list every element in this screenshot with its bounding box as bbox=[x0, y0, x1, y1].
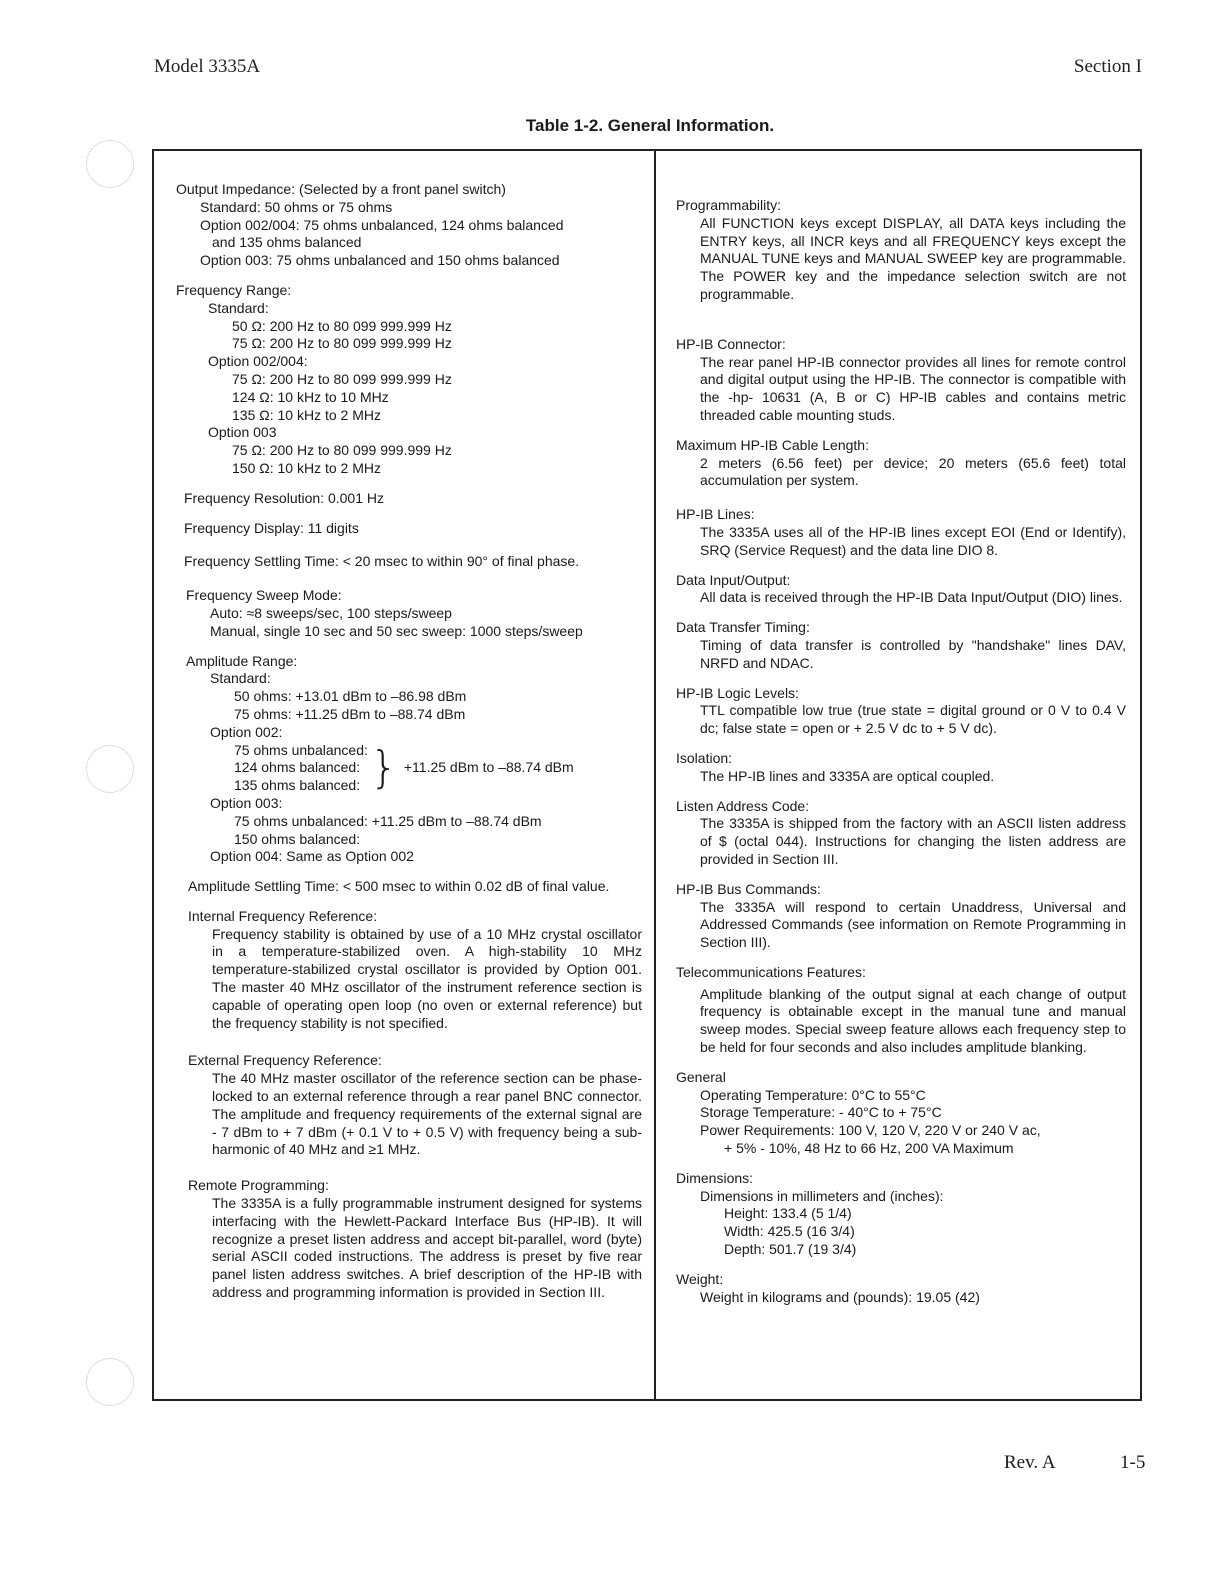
hpib-bus-commands bbox=[676, 881, 1126, 952]
punch-hole-middle bbox=[86, 745, 134, 793]
hpib-lines bbox=[676, 506, 1126, 559]
freq-opt002-135: 135 Ω: 10 kHz to 2 MHz bbox=[232, 406, 381, 423]
telecom-heading: Telecommunications Features: bbox=[676, 963, 866, 980]
output-impedance-opt002-cont: and 135 ohms balanced bbox=[212, 234, 362, 251]
amp-opt002-items bbox=[234, 742, 368, 795]
amp-opt002-124: 124 ohms balanced: bbox=[234, 759, 361, 776]
telecom-body: Amplitude blanking of the output signal at each change of output frequency is obtainable except in the manual tune and manual sweep modes. Special sweep feature allows each frequency step to be held for four seconds and also includes amplitude blanking. bbox=[700, 985, 1126, 1056]
amplitude-range-heading: Amplitude Range: bbox=[186, 652, 298, 669]
freq-standard-label: Standard: bbox=[208, 299, 269, 316]
table-title: Table 1-2. General Information. bbox=[525, 116, 775, 135]
footer-page-number: 1-5 bbox=[1120, 1452, 1146, 1473]
internal-frequency-reference bbox=[176, 908, 642, 1033]
isolation-heading: Isolation: bbox=[676, 749, 733, 766]
frequency-resolution: Frequency Resolution: 0.001 Hz bbox=[184, 489, 384, 506]
sweep-auto: Auto: ≈8 sweeps/sec, 100 steps/sweep bbox=[210, 604, 452, 621]
freq-opt003-150: 150 Ω: 10 kHz to 2 MHz bbox=[232, 459, 381, 476]
freq-opt002-75: 75 Ω: 200 Hz to 80 099 999.999 Hz bbox=[232, 370, 452, 387]
frequency-range bbox=[176, 282, 642, 478]
weight bbox=[676, 1271, 1126, 1307]
bus-heading: HP-IB Bus Commands: bbox=[676, 880, 821, 897]
isolation bbox=[676, 750, 1126, 786]
amp-std-75: 75 ohms: +11.25 dBm to –88.74 dBm bbox=[234, 705, 466, 722]
amp-opt002-label: Option 002: bbox=[210, 723, 283, 740]
weight-body: Weight in kilograms and (pounds): 19.05 (42) bbox=[700, 1288, 980, 1305]
freq-opt002-label: Option 002/004: bbox=[208, 353, 308, 370]
power-requirements-cont: + 5% - 10%, 48 Hz to 66 Hz, 200 VA Maximum bbox=[724, 1140, 1014, 1157]
amp-std-50: 50 ohms: +13.01 dBm to –86.98 dBm bbox=[234, 688, 467, 705]
dimensions bbox=[676, 1170, 1126, 1259]
output-impedance-opt003: Option 003: 75 ohms unbalanced and 150 ohms balanced bbox=[200, 252, 560, 269]
sweep-heading: Frequency Sweep Mode: bbox=[186, 587, 342, 604]
data-io-body: All data is received through the HP-IB Data Input/Output (DIO) lines. bbox=[700, 589, 1123, 606]
punch-hole-top bbox=[86, 140, 134, 188]
amplitude-range bbox=[176, 653, 642, 867]
amp-standard-label: Standard: bbox=[210, 670, 271, 687]
hpib-logic-levels bbox=[676, 685, 1126, 738]
data-input-output bbox=[676, 572, 1126, 608]
freq-opt002-124: 124 Ω: 10 kHz to 10 MHz bbox=[232, 388, 389, 405]
frequency-range-heading: Frequency Range: bbox=[176, 281, 292, 298]
footer-revision: Rev. A bbox=[1004, 1452, 1056, 1473]
frequency-sweep-mode bbox=[176, 587, 642, 640]
output-impedance-heading: Output Impedance: (Selected by a front panel switch) bbox=[176, 181, 506, 197]
connector-heading: HP-IB Connector: bbox=[676, 335, 786, 352]
general-info-table bbox=[152, 149, 1142, 1401]
cable-body: 2 meters (6.56 feet) per device; 20 meters (65.6 feet) total accumulation per system. bbox=[700, 454, 1126, 489]
logic-heading: HP-IB Logic Levels: bbox=[676, 684, 799, 701]
amp-opt003-150: 150 ohms balanced: bbox=[234, 830, 361, 847]
programmability-body: All FUNCTION keys except DISPLAY, all DATA keys including the ENTRY keys, all INCR keys and all FREQUENCY keys except the MANUAL TUNE keys and MANUAL SWEEP key are programmable. The POWER key and the impedance selection switch are not programmable. bbox=[700, 214, 1126, 302]
amp-settling-text: Amplitude Settling Time: < 500 msec to within 0.02 dB of final value. bbox=[188, 878, 610, 895]
output-impedance-opt002: Option 002/004: 75 ohms unbalanced, 124 ohms balanced bbox=[200, 216, 564, 233]
amplitude-settling-time bbox=[176, 878, 642, 896]
punch-hole-bottom bbox=[86, 1358, 134, 1406]
amp-opt002-group bbox=[186, 742, 642, 795]
general-heading: General bbox=[676, 1068, 726, 1085]
dimensions-heading: Dimensions: bbox=[676, 1169, 754, 1186]
timing-heading: Data Transfer Timing: bbox=[676, 619, 810, 636]
column-divider bbox=[654, 151, 656, 1399]
ext-ref-heading: External Frequency Reference: bbox=[188, 1052, 382, 1069]
timing-body: Timing of data transfer is controlled by "handshake" lines DAV, NRFD and NDAC. bbox=[700, 636, 1126, 671]
data-transfer-timing bbox=[676, 619, 1126, 672]
programmability-heading: Programmability: bbox=[676, 197, 782, 213]
hpib-connector bbox=[676, 336, 1126, 425]
listen-address-code bbox=[676, 798, 1126, 869]
cable-length bbox=[676, 437, 1126, 490]
dimension-depth: Depth: 501.7 (19 3/4) bbox=[724, 1241, 857, 1258]
int-ref-heading: Internal Frequency Reference: bbox=[188, 907, 378, 924]
operating-temperature: Operating Temperature: 0°C to 55°C bbox=[700, 1086, 926, 1103]
output-impedance-standard: Standard: 50 ohms or 75 ohms bbox=[200, 198, 393, 215]
remote-programming bbox=[176, 1177, 642, 1302]
output-impedance bbox=[176, 181, 642, 270]
dimensions-sub: Dimensions in millimeters and (inches): bbox=[700, 1187, 944, 1204]
telecommunications-features bbox=[676, 964, 1126, 1057]
connector-body: The rear panel HP-IB connector provides all lines for remote control and digital output using the HP-IB. The connector is compatible with the -hp- 10631 (A, B or C) HP-IB cables and contains metric threaded cable mounting studs. bbox=[700, 353, 1126, 423]
header-model: Model 3335A bbox=[154, 56, 261, 77]
dimension-height: Height: 133.4 (5 1/4) bbox=[724, 1205, 852, 1222]
listen-body: The 3335A is shipped from the factory with an ASCII listen address of $ (octal 044). Instructions for changing the listen address are provided in Section III. bbox=[700, 815, 1126, 867]
amp-opt002-75: 75 ohms unbalanced: bbox=[234, 741, 368, 758]
freq-std-50: 50 Ω: 200 Hz to 80 099 999.999 Hz bbox=[232, 317, 452, 334]
frequency-display: Frequency Display: 11 digits bbox=[184, 519, 359, 536]
power-requirements: Power Requirements: 100 V, 120 V, 220 V or 240 V ac, bbox=[700, 1122, 1041, 1139]
freq-opt003-label: Option 003 bbox=[208, 424, 277, 441]
lines-body: The 3335A uses all of the HP-IB lines except EOI (End or Identify), SRQ (Service Request) and the data line DIO 8. bbox=[700, 523, 1126, 558]
amp-opt003-75: 75 ohms unbalanced: +11.25 dBm to –88.74 dBm bbox=[234, 812, 542, 829]
external-frequency-reference bbox=[176, 1052, 642, 1159]
freq-opt003-75: 75 Ω: 200 Hz to 80 099 999.999 Hz bbox=[232, 442, 452, 459]
logic-body: TTL compatible low true (true state = digital ground or 0 V to 0.4 V dc; false state = open or + 2.5 V dc to + 5 V dc). bbox=[700, 702, 1126, 737]
remote-heading: Remote Programming: bbox=[188, 1177, 329, 1194]
ext-ref-body: The 40 MHz master oscillator of the reference section can be phase-locked to an external reference through a rear panel BNC connector. The amplitude and frequency requirements of the external signal are - 7 dBm to + 7 dBm (+ 0.1 V to + 0.5 V) with frequency being a sub-harmonic of 40 MHz and ≥1 MHz. bbox=[212, 1070, 642, 1158]
remote-body: The 3335A is a fully programmable instrument designed for systems interfacing with the Hewlett-Packard Interface Bus (HP-IB). It will recognize a preset listen address and accept bit-parallel, word (byte) serial ASCII coded instructions. The address is preset by five rear panel listen address switches. A brief description of the HP-IB with address and programming information is provided in Section III. bbox=[212, 1195, 642, 1301]
cable-heading: Maximum HP-IB Cable Length: bbox=[676, 436, 869, 453]
weight-heading: Weight: bbox=[676, 1270, 724, 1287]
programmability bbox=[676, 197, 1126, 304]
frequency-settling-time: Frequency Settling Time: < 20 msec to within 90° of final phase. bbox=[184, 553, 580, 570]
data-io-heading: Data Input/Output: bbox=[676, 571, 791, 588]
int-ref-body: Frequency stability is obtained by use of a 10 MHz crystal oscillator in a temperature-stabilized oven. A high-stability 10 MHz temperature-stabilized crystal oscillator is provided by Option 001. The master 40 MHz oscillator of the instrument reference section is capable of operating open loop (no oven or external reference) but the frequency stability is not specified. bbox=[212, 925, 642, 1031]
amp-opt002-135: 135 ohms balanced: bbox=[234, 777, 361, 794]
brace-icon: } bbox=[369, 742, 398, 794]
amp-opt004: Option 004: Same as Option 002 bbox=[210, 848, 414, 865]
listen-heading: Listen Address Code: bbox=[676, 797, 810, 814]
freq-std-75: 75 Ω: 200 Hz to 80 099 999.999 Hz bbox=[232, 335, 452, 352]
right-column bbox=[676, 197, 1126, 1318]
left-column bbox=[176, 181, 642, 1314]
storage-temperature: Storage Temperature: - 40°C to + 75°C bbox=[700, 1104, 942, 1121]
general bbox=[676, 1069, 1126, 1158]
dimension-width: Width: 425.5 (16 3/4) bbox=[724, 1223, 855, 1240]
amp-opt003-label: Option 003: bbox=[210, 794, 283, 811]
isolation-body: The HP-IB lines and 3335A are optical coupled. bbox=[700, 767, 995, 784]
lines-heading: HP-IB Lines: bbox=[676, 506, 755, 523]
sweep-manual: Manual, single 10 sec and 50 sec sweep: 1000 steps/sweep bbox=[210, 622, 583, 639]
bus-body: The 3335A will respond to certain Unaddress, Universal and Addressed Commands (see information on Remote Programming in Section III). bbox=[700, 898, 1126, 951]
amp-opt002-value: +11.25 dBm to –88.74 dBm bbox=[403, 759, 574, 776]
header-section: Section I bbox=[1073, 56, 1142, 77]
